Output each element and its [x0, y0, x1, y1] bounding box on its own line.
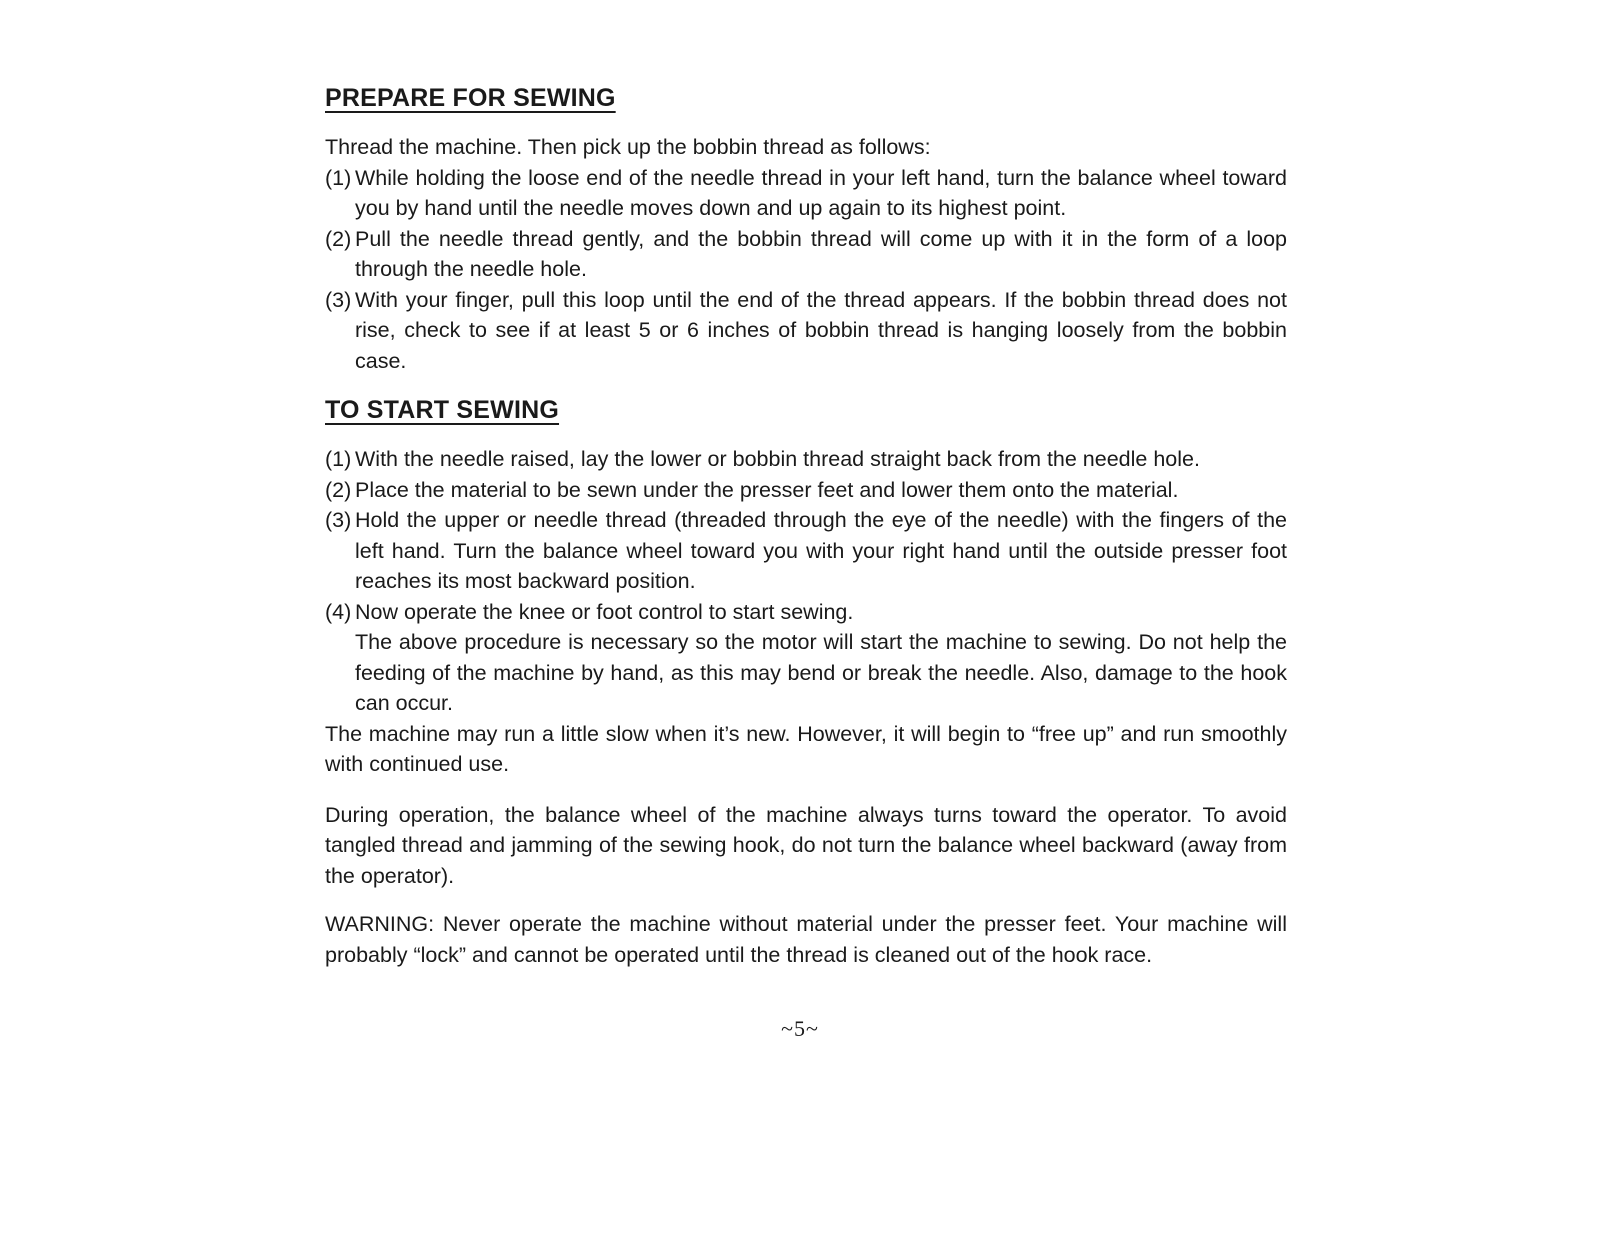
step-number: (3) — [325, 508, 352, 532]
step-text: While holding the loose end of the needle thread in your left hand, turn the balance wheel toward you by hand until the needle moves down and up again to its highest point. — [355, 165, 1287, 220]
prepare-intro: Thread the machine. Then pick up the bobbin thread as follows: — [325, 135, 931, 159]
list-item — [325, 444, 1287, 475]
step-explanation: The above procedure is necessary so the motor will start the machine to sewing. Do not help the feeding of the machine by hand, as this may bend or break the needle. Also, damage to the hook can occur. — [355, 630, 1287, 715]
list-item — [325, 224, 1287, 285]
spacer — [325, 376, 1287, 390]
step-number: (2) — [325, 477, 352, 502]
step-number: (3) — [325, 287, 352, 312]
operation-note: During operation, the balance wheel of the machine always turns toward the operator. To avoid tangled thread and jamming of the sewing hook, do not turn the balance wheel backward (away from the operator). — [325, 802, 1287, 888]
list-item — [325, 475, 1287, 506]
step-number: (1) — [325, 447, 352, 471]
step-text: Pull the needle thread gently, and the bobbin thread will come up with it in the form of a loop through the needle hole. — [355, 226, 1287, 281]
list-item — [325, 505, 1287, 597]
step-text: Place the material to be sewn under the presser feet and lower them onto the material. — [355, 477, 1179, 502]
step-number: (1) — [325, 165, 352, 190]
start-steps-list — [325, 444, 1287, 719]
prepare-heading: PREPARE FOR SEWING — [325, 84, 616, 112]
list-item — [325, 163, 1287, 224]
start-heading: TO START SEWING — [325, 396, 560, 424]
prepare-steps-list — [325, 163, 1287, 377]
step-text: Now operate the knee or foot control to start sewing. — [355, 599, 854, 624]
list-item — [325, 597, 1287, 719]
spacer — [325, 430, 1287, 444]
list-item — [325, 285, 1287, 377]
page-number: ~5~ — [781, 1016, 819, 1041]
step-text: With the needle raised, lay the lower or bobbin thread straight back from the needle hole. — [355, 447, 1200, 471]
step-number: (2) — [325, 226, 352, 251]
spacer — [325, 118, 1287, 132]
break-in-note: The machine may run a little slow when it’s new. However, it will begin to “free up” and run smoothly with continued use. — [325, 721, 1287, 776]
manual-page — [325, 78, 1287, 970]
step-number: (4) — [325, 599, 352, 624]
spacer — [325, 780, 1287, 800]
step-text: With your finger, pull this loop until the end of the thread appears. If the bobbin thread does not rise, check to see if at least 5 or 6 inches of bobbin thread is hanging loosely from the bobbin case. — [355, 287, 1287, 373]
warning-note: WARNING: Never operate the machine without material under the presser feet. Your machine will probably “lock” and cannot be operated until the thread is cleaned out of the hook race. — [325, 912, 1287, 967]
spacer — [325, 891, 1287, 909]
step-text: Hold the upper or needle thread (threaded through the eye of the needle) with the fingers of the left hand. Turn the balance wheel toward you with your right hand until the outside presser foot reaches its most backward position. — [355, 508, 1287, 593]
